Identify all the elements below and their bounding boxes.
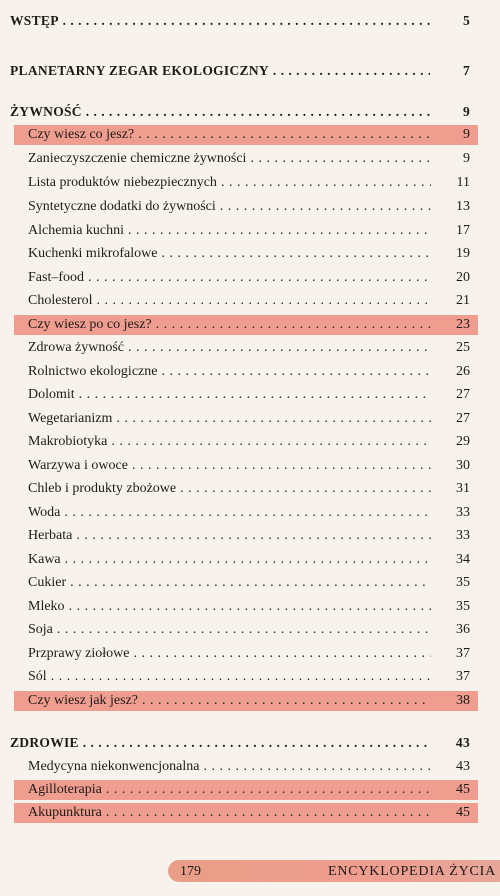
toc-entry-title: Kuchenki mikrofalowe . . .	[28, 243, 431, 265]
toc-entry-title: Czy wiesz po co jesz? . . .	[28, 314, 431, 336]
toc-entry-title: Kawa . . .	[28, 549, 431, 571]
toc-entry-title: Woda . . .	[28, 502, 431, 524]
toc-entry-page: 27	[456, 387, 470, 402]
toc-entry-page: 17	[456, 223, 470, 238]
toc-entry	[0, 408, 500, 430]
toc-entry	[0, 549, 500, 571]
toc-entry	[0, 384, 500, 406]
toc-entry-title: Rolnictwo ekologiczne . . .	[28, 361, 431, 383]
toc-entry	[0, 756, 500, 778]
toc-entry-title: Alchemia kuchni . . .	[28, 220, 431, 242]
toc-entry-page: 5	[462, 13, 470, 28]
toc-entry-title: Herbata . . .	[28, 525, 431, 547]
toc-entry-title: PLANETARNY ZEGAR EKOLOGICZNY . . .	[10, 60, 430, 82]
toc-entry	[0, 290, 500, 312]
toc-entry-title: Przprawy ziołowe . . .	[28, 643, 431, 665]
toc-entry-page: 26	[456, 364, 470, 379]
toc-entry	[0, 643, 500, 665]
toc-entry-page: 19	[456, 246, 470, 261]
toc-entry-title: Lista produktów niebezpiecznych . . .	[28, 172, 431, 194]
toc-entry-page: 23	[456, 317, 470, 332]
toc-entry-page: 21	[456, 293, 470, 308]
toc-entry-page: 37	[456, 646, 470, 661]
toc-section-entry	[0, 732, 500, 754]
toc-entry-title: Fast–food . . .	[28, 267, 431, 289]
toc-entry-title: Czy wiesz jak jesz? . . .	[28, 690, 431, 712]
toc-entry	[0, 148, 500, 170]
book-title: ENCYKLOPEDIA ŻYCIA	[327, 864, 496, 879]
toc-entry	[0, 267, 500, 289]
toc-entry	[0, 361, 500, 383]
toc-entry-page: 9	[463, 151, 470, 166]
toc-entry	[0, 124, 500, 146]
toc-entry	[0, 314, 500, 336]
toc-entry	[0, 779, 500, 801]
toc-entry-page: 9	[463, 127, 470, 142]
toc-entry-page: 11	[456, 175, 470, 190]
toc-entry-title: Cholesterol . . .	[28, 290, 431, 312]
toc-entry	[0, 455, 500, 477]
toc-entry-title: Agilloterapia . . .	[28, 779, 431, 801]
toc-entry-title: Syntetyczne dodatki do żywności . . .	[28, 196, 431, 218]
toc-entry-page: 43	[456, 759, 470, 774]
toc-entry-page: 34	[456, 552, 470, 567]
toc-entry	[0, 802, 500, 824]
toc-entry	[0, 196, 500, 218]
toc-entry-page: 37	[456, 669, 470, 684]
toc-entry-title: ZDROWIE . . .	[10, 732, 430, 754]
toc-entry-page: 20	[456, 270, 470, 285]
toc-entry-page: 30	[456, 458, 470, 473]
toc-entry-page: 35	[456, 599, 470, 614]
toc-entry-page: 33	[456, 528, 470, 543]
toc-entry-page: 33	[456, 505, 470, 520]
toc-entry-title: Akupunktura . . .	[28, 802, 431, 824]
toc-entry-page: 45	[456, 782, 470, 797]
toc-entry-page: 36	[456, 622, 470, 637]
toc-entry-page: 38	[456, 693, 470, 708]
toc-entry	[0, 431, 500, 453]
toc-entry-title: WSTĘP . . .	[10, 10, 430, 32]
toc-entry	[0, 619, 500, 641]
toc-entry	[0, 172, 500, 194]
toc-entry	[0, 525, 500, 547]
toc-entry-page: 13	[456, 199, 470, 214]
toc-entry	[0, 690, 500, 712]
toc-entry-page: 45	[456, 805, 470, 820]
toc-entry-title: Czy wiesz co jesz? . . .	[28, 124, 431, 146]
toc-entry	[0, 337, 500, 359]
toc-entry-title: Makrobiotyka . . .	[28, 431, 431, 453]
toc-entry-title: Wegetarianizm . . .	[28, 408, 431, 430]
toc-section-entry	[0, 60, 500, 82]
toc-entry	[0, 502, 500, 524]
toc-entry	[0, 666, 500, 688]
page-footer	[0, 858, 500, 884]
toc-section-entry	[0, 10, 500, 32]
toc-entry-page: 35	[456, 575, 470, 590]
toc-entry-title: Zdrowa żywność . . .	[28, 337, 431, 359]
toc-section-entry	[0, 101, 500, 123]
toc-entry	[0, 596, 500, 618]
toc-entry-title: Dolomit . . .	[28, 384, 431, 406]
toc-entry	[0, 478, 500, 500]
toc-entry-title: Sól . . .	[28, 666, 431, 688]
toc-entry-page: 9	[462, 104, 470, 119]
toc-entry-title: Chleb i produkty zbożowe . . .	[28, 478, 431, 500]
toc-entry-title: Cukier . . .	[28, 572, 431, 594]
toc-entry-page: 43	[455, 735, 470, 750]
toc-entry-page: 31	[456, 481, 470, 496]
toc-entry-title: ŻYWNOŚĆ . . .	[10, 101, 430, 123]
page-number: 179	[180, 864, 201, 879]
toc-entry	[0, 243, 500, 265]
toc-entry-title: Soja . . .	[28, 619, 431, 641]
toc-entry-page: 27	[456, 411, 470, 426]
toc-entry-page: 29	[456, 434, 470, 449]
toc-entry-title: Zanieczyszczenie chemiczne żywności . . .	[28, 148, 431, 170]
toc-entry-page: 7	[462, 63, 470, 78]
toc-entry-page: 25	[456, 340, 470, 355]
toc-entry-title: Mleko . . .	[28, 596, 431, 618]
toc-entry	[0, 220, 500, 242]
toc-entry-title: Medycyna niekonwencjonalna . . .	[28, 756, 431, 778]
toc-entry-title: Warzywa i owoce . . .	[28, 455, 431, 477]
toc-entry	[0, 572, 500, 594]
